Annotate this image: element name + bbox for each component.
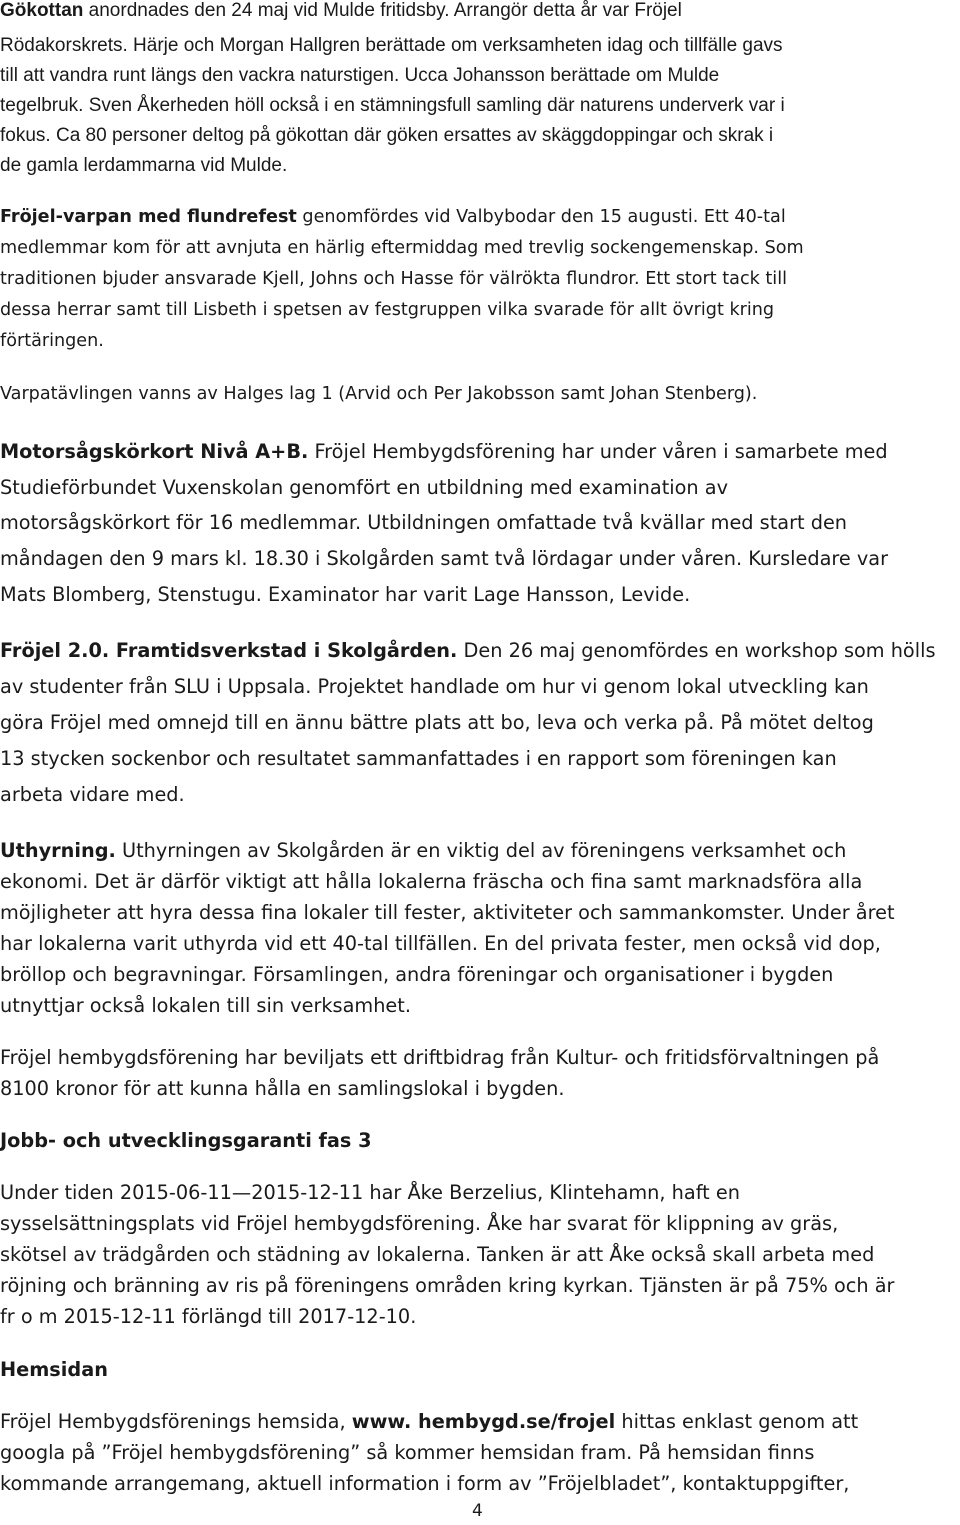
run: fokus. Ca 80 personer deltog på gökottan där göken ersattes av skäggdoppingar och skrak i bbox=[0, 125, 774, 146]
text-line bbox=[0, 1214, 838, 1233]
text-line bbox=[0, 641, 936, 660]
text-line bbox=[0, 442, 888, 461]
run: dessa herrar samt till Lisbeth i spetsen av festgruppen vilka svarade för allt övrigt kring bbox=[0, 300, 775, 320]
text-line bbox=[0, 66, 719, 85]
text-line bbox=[0, 513, 847, 532]
text-line bbox=[0, 96, 785, 115]
text-line bbox=[0, 872, 862, 891]
run: Fröjel Hembygdsförening har under våren i samarbete med bbox=[308, 440, 888, 463]
run: har lokalerna varit uthyrda vid ett 40-tal tillfällen. En del privata fester, men också vid dop, bbox=[0, 932, 881, 955]
text-line bbox=[0, 240, 804, 258]
text-line bbox=[0, 1, 682, 20]
text-line bbox=[0, 333, 104, 351]
text-line bbox=[0, 271, 787, 289]
run: traditionen bjuder ansvarade Kjell, Johns och Hasse för välrökta flundror. Ett stort tack till bbox=[0, 269, 787, 289]
text-line bbox=[0, 677, 869, 696]
run: motorsågskörkort för 16 medlemmar. Utbildningen omfattade två kvällar med start den bbox=[0, 511, 848, 534]
text-line bbox=[0, 209, 786, 227]
text-line bbox=[0, 1079, 565, 1098]
run: genomfördes vid Valbybodar den 15 augusti. Ett 40-tal bbox=[296, 207, 786, 227]
run: anordnades den 24 maj vid Mulde fritidsby. Arrangör detta år var Fröjel bbox=[83, 0, 682, 21]
text-line bbox=[0, 1276, 894, 1295]
run: 13 stycken sockenbor och resultatet sammanfattades i en rapport som föreningen kan bbox=[0, 747, 837, 770]
run: Varpatävlingen vanns av Halges lag 1 (Arvid och Per Jakobsson samt Johan Stenberg). bbox=[0, 384, 758, 404]
run: Fröjel Hembygdsförenings hemsida, bbox=[0, 1410, 352, 1433]
text-line bbox=[0, 156, 287, 175]
run: möjligheter att hyra dessa fina lokaler till fester, aktiviteter och sammankomster. Under året bbox=[0, 901, 895, 924]
run: tegelbruk. Sven Åkerheden höll också i en stämningsfull samling där naturens underverk var i bbox=[0, 95, 785, 116]
text-line bbox=[0, 478, 728, 497]
run: hittas enklast genom att bbox=[615, 1410, 859, 1433]
text-line bbox=[0, 1412, 858, 1431]
run: ekonomi. Det är därför viktigt att hålla lokalerna fräscha och fina samt marknadsföra alla bbox=[0, 870, 863, 893]
run-heading: Fröjel 2.0. Framtidsverkstad i Skolgården. bbox=[0, 639, 458, 662]
section-heading bbox=[0, 1360, 108, 1379]
text-line bbox=[0, 1307, 416, 1326]
page-number: 4 bbox=[472, 1501, 483, 1521]
run-heading: Motorsågskörkort Nivå A+B. bbox=[0, 440, 309, 463]
text-line bbox=[0, 302, 774, 320]
run-heading: Fröjel-varpan med flundrefest bbox=[0, 207, 297, 227]
website-link[interactable]: www. hembygd.se/frojel bbox=[351, 1410, 616, 1433]
run: skötsel av trädgården och städning av lokalerna. Tanken är att Åke också skall arbeta med bbox=[0, 1243, 875, 1266]
run: 8100 kronor för att kunna hålla en samlingslokal i bygden. bbox=[0, 1077, 565, 1100]
section-heading bbox=[0, 1131, 372, 1150]
run: arbeta vidare med. bbox=[0, 783, 185, 806]
run-heading: Uthyrning. bbox=[0, 839, 116, 862]
text-line bbox=[0, 785, 185, 804]
text-line bbox=[0, 36, 783, 55]
text-line bbox=[0, 1474, 849, 1493]
text-line bbox=[0, 841, 846, 860]
run: förtäringen. bbox=[0, 331, 104, 351]
text-line bbox=[0, 585, 690, 604]
run: Rödakorskrets. Härje och Morgan Hallgren berättade om verksamheten idag och tillfälle gavs bbox=[0, 35, 783, 56]
run: utnyttjar också lokalen till sin verksamhet. bbox=[0, 994, 411, 1017]
text-line bbox=[0, 126, 773, 145]
run: måndagen den 9 mars kl. 18.30 i Skolgården samt två lördagar under våren. Kursledare var bbox=[0, 547, 889, 570]
run: Fröjel hembygdsförening har beviljats ett driftbidrag från Kultur- och fritidsförvaltningen på bbox=[0, 1046, 880, 1069]
text-line bbox=[0, 903, 895, 922]
run: röjning och bränning av ris på föreningens områden kring kyrkan. Tjänsten är på 75% och är bbox=[0, 1274, 895, 1297]
run: googla på ”Fröjel hembygdsförening” så kommer hemsidan fram. På hemsidan finns bbox=[0, 1441, 815, 1464]
run: fr o m 2015-12-11 förlängd till 2017-12-10. bbox=[0, 1305, 417, 1328]
run: Mats Blomberg, Stenstugu. Examinator har varit Lage Hansson, Levide. bbox=[0, 583, 691, 606]
text-line bbox=[0, 713, 874, 732]
run: Uthyrningen av Skolgården är en viktig del av föreningens verksamhet och bbox=[115, 839, 847, 862]
run: av studenter från SLU i Uppsala. Projektet handlade om hur vi genom lokal utveckling kan bbox=[0, 675, 869, 698]
text-line bbox=[0, 965, 833, 984]
run: Under tiden 2015-06-11—2015-12-11 har Åke Berzelius, Klintehamn, haft en bbox=[0, 1181, 740, 1204]
text-line bbox=[0, 1443, 814, 1462]
run: bröllop och begravningar. Församlingen, andra föreningar och organisationer i bygden bbox=[0, 963, 834, 986]
text-line bbox=[0, 1245, 874, 1264]
run: kommande arrangemang, aktuell information i form av ”Fröjelbladet”, kontaktuppgifter, bbox=[0, 1472, 850, 1495]
run-heading: Hemsidan bbox=[0, 1358, 108, 1381]
run: Studieförbundet Vuxenskolan genomfört en utbildning med examination av bbox=[0, 476, 728, 499]
text-line bbox=[0, 934, 881, 953]
run-heading: Gökottan bbox=[0, 0, 84, 21]
text-line bbox=[0, 1183, 740, 1202]
text-line bbox=[0, 386, 757, 404]
run: till att vandra runt längs den vackra naturstigen. Ucca Johansson berättade om Mulde bbox=[0, 65, 720, 86]
run: göra Fröjel med omnejd till en ännu bättre plats att bo, leva och verka på. På mötet deltog bbox=[0, 711, 874, 734]
text-line bbox=[0, 749, 837, 768]
run: medlemmar kom för att avnjuta en härlig eftermiddag med trevlig sockengemenskap. Som bbox=[0, 238, 804, 258]
text-line bbox=[0, 996, 411, 1015]
run-heading: Jobb- och utvecklingsgaranti fas 3 bbox=[0, 1129, 372, 1152]
text-line bbox=[0, 549, 888, 568]
run: de gamla lerdammarna vid Mulde. bbox=[0, 155, 288, 176]
run: sysselsättningsplats vid Fröjel hembygdsförening. Åke har svarat för klippning av gräs, bbox=[0, 1212, 839, 1235]
run: Den 26 maj genomfördes en workshop som hölls bbox=[457, 639, 936, 662]
text-line bbox=[0, 1048, 879, 1067]
